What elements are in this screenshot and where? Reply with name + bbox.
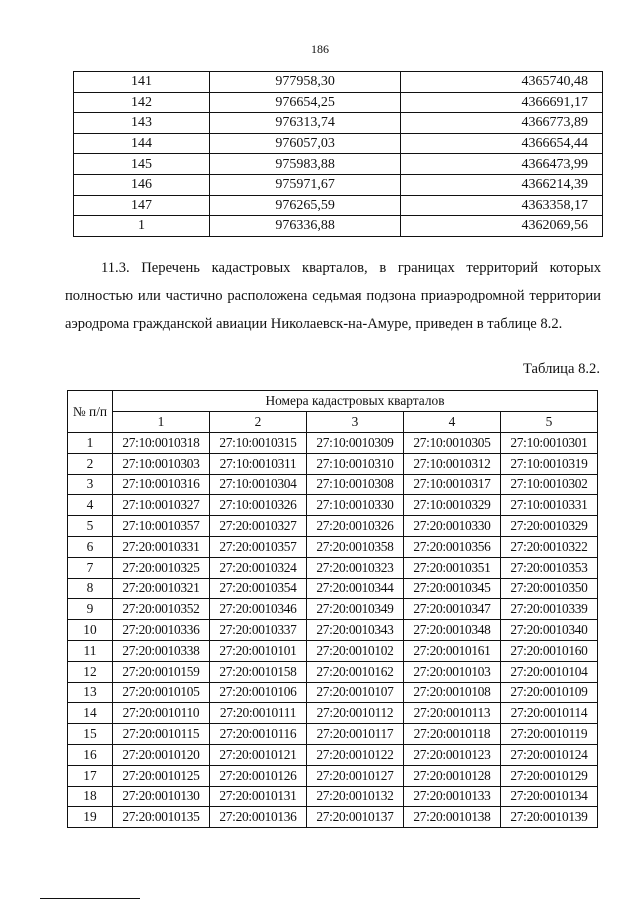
row-number-cell: 11 xyxy=(68,640,113,661)
cadastral-code-cell: 27:10:0010303 xyxy=(113,453,210,474)
cadastral-code-cell: 27:10:0010311 xyxy=(210,453,307,474)
table-cell: 976265,59 xyxy=(210,195,401,216)
cadastral-code-cell: 27:20:0010126 xyxy=(210,765,307,786)
row-number-cell: 15 xyxy=(68,724,113,745)
row-number-cell: 4 xyxy=(68,495,113,516)
table-cell: 976654,25 xyxy=(210,92,401,113)
header-group: Номера кадастровых кварталов xyxy=(113,391,598,412)
cadastral-code-cell: 27:20:0010331 xyxy=(113,536,210,557)
row-number-cell: 6 xyxy=(68,536,113,557)
cadastral-code-cell: 27:20:0010350 xyxy=(501,578,598,599)
cadastral-table-header xyxy=(68,391,598,433)
cadastral-code-cell: 27:20:0010118 xyxy=(404,724,501,745)
table-row xyxy=(68,682,598,703)
table-row xyxy=(68,807,598,828)
table-row xyxy=(68,453,598,474)
cadastral-code-cell: 27:10:0010317 xyxy=(404,474,501,495)
row-number-cell: 16 xyxy=(68,744,113,765)
cadastral-code-cell: 27:20:0010160 xyxy=(501,640,598,661)
cadastral-code-cell: 27:20:0010330 xyxy=(404,516,501,537)
row-number-cell: 1 xyxy=(68,433,113,454)
cadastral-code-cell: 27:20:0010121 xyxy=(210,744,307,765)
table-cell: 147 xyxy=(74,195,210,216)
table-row xyxy=(68,474,598,495)
cadastral-code-cell: 27:20:0010116 xyxy=(210,724,307,745)
cadastral-code-cell: 27:20:0010130 xyxy=(113,786,210,807)
cadastral-code-cell: 27:20:0010132 xyxy=(307,786,404,807)
cadastral-code-cell: 27:20:0010135 xyxy=(113,807,210,828)
header-column: 3 xyxy=(307,412,404,433)
row-number-cell: 12 xyxy=(68,661,113,682)
cadastral-code-cell: 27:20:0010128 xyxy=(404,765,501,786)
cadastral-code-cell: 27:10:0010301 xyxy=(501,433,598,454)
row-number-cell: 2 xyxy=(68,453,113,474)
cadastral-code-cell: 27:20:0010346 xyxy=(210,599,307,620)
cadastral-code-cell: 27:10:0010329 xyxy=(404,495,501,516)
cadastral-code-cell: 27:20:0010347 xyxy=(404,599,501,620)
cadastral-code-cell: 27:20:0010106 xyxy=(210,682,307,703)
table-cell: 145 xyxy=(74,154,210,175)
cadastral-code-cell: 27:20:0010117 xyxy=(307,724,404,745)
table-row xyxy=(68,599,598,620)
table-cell: 4365740,48 xyxy=(401,72,603,93)
row-number-cell: 7 xyxy=(68,557,113,578)
cadastral-code-cell: 27:20:0010352 xyxy=(113,599,210,620)
cadastral-code-cell: 27:20:0010161 xyxy=(404,640,501,661)
cadastral-code-cell: 27:20:0010345 xyxy=(404,578,501,599)
cadastral-code-cell: 27:20:0010110 xyxy=(113,703,210,724)
table-cell: 977958,30 xyxy=(210,72,401,93)
table-row xyxy=(68,744,598,765)
table-cell: 1 xyxy=(74,216,210,237)
table-row xyxy=(68,433,598,454)
cadastral-code-cell: 27:20:0010322 xyxy=(501,536,598,557)
table-cell: 975983,88 xyxy=(210,154,401,175)
cadastral-code-cell: 27:20:0010159 xyxy=(113,661,210,682)
cadastral-code-cell: 27:20:0010356 xyxy=(404,536,501,557)
cadastral-code-cell: 27:20:0010139 xyxy=(501,807,598,828)
row-number-cell: 8 xyxy=(68,578,113,599)
table-row xyxy=(68,724,598,745)
table-cell: 142 xyxy=(74,92,210,113)
cadastral-code-cell: 27:20:0010351 xyxy=(404,557,501,578)
table-row xyxy=(68,495,598,516)
cadastral-code-cell: 27:20:0010107 xyxy=(307,682,404,703)
table-row xyxy=(68,557,598,578)
row-number-cell: 17 xyxy=(68,765,113,786)
table-row xyxy=(68,661,598,682)
cadastral-code-cell: 27:20:0010101 xyxy=(210,640,307,661)
table-cell: 4366691,17 xyxy=(401,92,603,113)
cadastral-code-cell: 27:20:0010339 xyxy=(501,599,598,620)
table-cell: 976336,88 xyxy=(210,216,401,237)
table-row xyxy=(68,703,598,724)
cadastral-code-cell: 27:20:0010136 xyxy=(210,807,307,828)
table-row xyxy=(68,516,598,537)
cadastral-code-cell: 27:20:0010133 xyxy=(404,786,501,807)
table-cell: 143 xyxy=(74,113,210,134)
header-column: 2 xyxy=(210,412,307,433)
row-number-cell: 5 xyxy=(68,516,113,537)
table-cell: 4363358,17 xyxy=(401,195,603,216)
cadastral-code-cell: 27:20:0010113 xyxy=(404,703,501,724)
table-row xyxy=(74,174,603,195)
table-row xyxy=(74,195,603,216)
cadastral-code-cell: 27:20:0010115 xyxy=(113,724,210,745)
row-number-cell: 3 xyxy=(68,474,113,495)
footnote-separator xyxy=(40,898,140,899)
table-row xyxy=(74,113,603,134)
cadastral-code-cell: 27:20:0010103 xyxy=(404,661,501,682)
cadastral-code-cell: 27:10:0010304 xyxy=(210,474,307,495)
row-number-cell: 13 xyxy=(68,682,113,703)
cadastral-code-cell: 27:10:0010318 xyxy=(113,433,210,454)
cadastral-code-cell: 27:20:0010323 xyxy=(307,557,404,578)
header-row-group xyxy=(68,391,598,412)
table-row xyxy=(74,72,603,93)
cadastral-code-cell: 27:20:0010127 xyxy=(307,765,404,786)
cadastral-code-cell: 27:20:0010125 xyxy=(113,765,210,786)
cadastral-code-cell: 27:10:0010330 xyxy=(307,495,404,516)
header-column: 4 xyxy=(404,412,501,433)
cadastral-code-cell: 27:10:0010319 xyxy=(501,453,598,474)
cadastral-code-cell: 27:20:0010134 xyxy=(501,786,598,807)
table-row xyxy=(68,640,598,661)
cadastral-code-cell: 27:20:0010114 xyxy=(501,703,598,724)
row-number-cell: 10 xyxy=(68,620,113,641)
cadastral-code-cell: 27:10:0010308 xyxy=(307,474,404,495)
cadastral-code-cell: 27:20:0010358 xyxy=(307,536,404,557)
table-row xyxy=(74,216,603,237)
cadastral-code-cell: 27:20:0010123 xyxy=(404,744,501,765)
table-row xyxy=(68,765,598,786)
table-row xyxy=(68,786,598,807)
cadastral-code-cell: 27:20:0010337 xyxy=(210,620,307,641)
table-caption: Таблица 8.2. xyxy=(522,361,600,377)
cadastral-code-cell: 27:20:0010108 xyxy=(404,682,501,703)
cadastral-table-body xyxy=(68,433,598,828)
row-number-cell: 14 xyxy=(68,703,113,724)
header-row-columns xyxy=(68,412,598,433)
table-row xyxy=(74,154,603,175)
cadastral-code-cell: 27:20:0010326 xyxy=(307,516,404,537)
table-cell: 144 xyxy=(74,133,210,154)
table-cell: 4366473,99 xyxy=(401,154,603,175)
row-number-cell: 18 xyxy=(68,786,113,807)
cadastral-code-cell: 27:20:0010112 xyxy=(307,703,404,724)
cadastral-code-cell: 27:20:0010124 xyxy=(501,744,598,765)
table-cell: 4366214,39 xyxy=(401,174,603,195)
cadastral-code-cell: 27:20:0010102 xyxy=(307,640,404,661)
cadastral-code-cell: 27:10:0010316 xyxy=(113,474,210,495)
cadastral-code-cell: 27:20:0010338 xyxy=(113,640,210,661)
table-cell: 4366654,44 xyxy=(401,133,603,154)
table-cell: 976313,74 xyxy=(210,113,401,134)
section-paragraph xyxy=(65,254,601,338)
cadastral-code-cell: 27:20:0010343 xyxy=(307,620,404,641)
cadastral-code-cell: 27:20:0010321 xyxy=(113,578,210,599)
cadastral-code-cell: 27:20:0010122 xyxy=(307,744,404,765)
cadastral-code-cell: 27:20:0010348 xyxy=(404,620,501,641)
cadastral-code-cell: 27:10:0010302 xyxy=(501,474,598,495)
cadastral-code-cell: 27:20:0010344 xyxy=(307,578,404,599)
cadastral-code-cell: 27:20:0010138 xyxy=(404,807,501,828)
cadastral-code-cell: 27:10:0010310 xyxy=(307,453,404,474)
header-column: 5 xyxy=(501,412,598,433)
cadastral-code-cell: 27:20:0010340 xyxy=(501,620,598,641)
cadastral-code-cell: 27:20:0010119 xyxy=(501,724,598,745)
cadastral-code-cell: 27:20:0010158 xyxy=(210,661,307,682)
table-cell: 975971,67 xyxy=(210,174,401,195)
cadastral-code-cell: 27:20:0010105 xyxy=(113,682,210,703)
header-num: № п/п xyxy=(68,391,113,433)
cadastral-quarters-table xyxy=(67,390,598,828)
cadastral-code-cell: 27:20:0010336 xyxy=(113,620,210,641)
cadastral-code-cell: 27:10:0010312 xyxy=(404,453,501,474)
cadastral-code-cell: 27:20:0010162 xyxy=(307,661,404,682)
page-number: 186 xyxy=(311,42,329,56)
table-row xyxy=(74,92,603,113)
cadastral-code-cell: 27:20:0010327 xyxy=(210,516,307,537)
cadastral-code-cell: 27:20:0010329 xyxy=(501,516,598,537)
cadastral-code-cell: 27:20:0010109 xyxy=(501,682,598,703)
table-row xyxy=(68,578,598,599)
table-row xyxy=(74,133,603,154)
table-cell: 141 xyxy=(74,72,210,93)
cadastral-code-cell: 27:20:0010129 xyxy=(501,765,598,786)
table-cell: 4362069,56 xyxy=(401,216,603,237)
cadastral-code-cell: 27:10:0010331 xyxy=(501,495,598,516)
cadastral-code-cell: 27:20:0010353 xyxy=(501,557,598,578)
table-cell: 976057,03 xyxy=(210,133,401,154)
cadastral-code-cell: 27:20:0010104 xyxy=(501,661,598,682)
row-number-cell: 19 xyxy=(68,807,113,828)
table-row xyxy=(68,620,598,641)
cadastral-code-cell: 27:10:0010326 xyxy=(210,495,307,516)
coordinates-table-body xyxy=(74,72,603,237)
cadastral-code-cell: 27:10:0010315 xyxy=(210,433,307,454)
table-cell: 4366773,89 xyxy=(401,113,603,134)
paragraph-text: 11.3. Перечень кадастровых кварталов, в границах территорий которых полностью или частично расположена седьмая подзона приаэродромной территории аэродрома гражданской авиации Николаевск-на-Амуре, приведен в таблице 8.2. xyxy=(65,260,601,332)
cadastral-code-cell: 27:20:0010357 xyxy=(210,536,307,557)
cadastral-code-cell: 27:20:0010325 xyxy=(113,557,210,578)
cadastral-code-cell: 27:10:0010309 xyxy=(307,433,404,454)
cadastral-code-cell: 27:20:0010324 xyxy=(210,557,307,578)
cadastral-code-cell: 27:20:0010131 xyxy=(210,786,307,807)
cadastral-code-cell: 27:20:0010137 xyxy=(307,807,404,828)
cadastral-code-cell: 27:20:0010120 xyxy=(113,744,210,765)
header-column: 1 xyxy=(113,412,210,433)
coordinates-table xyxy=(73,71,603,237)
cadastral-code-cell: 27:10:0010327 xyxy=(113,495,210,516)
cadastral-code-cell: 27:20:0010111 xyxy=(210,703,307,724)
cadastral-code-cell: 27:10:0010357 xyxy=(113,516,210,537)
table-cell: 146 xyxy=(74,174,210,195)
row-number-cell: 9 xyxy=(68,599,113,620)
table-row xyxy=(68,536,598,557)
cadastral-code-cell: 27:10:0010305 xyxy=(404,433,501,454)
cadastral-code-cell: 27:20:0010349 xyxy=(307,599,404,620)
cadastral-code-cell: 27:20:0010354 xyxy=(210,578,307,599)
